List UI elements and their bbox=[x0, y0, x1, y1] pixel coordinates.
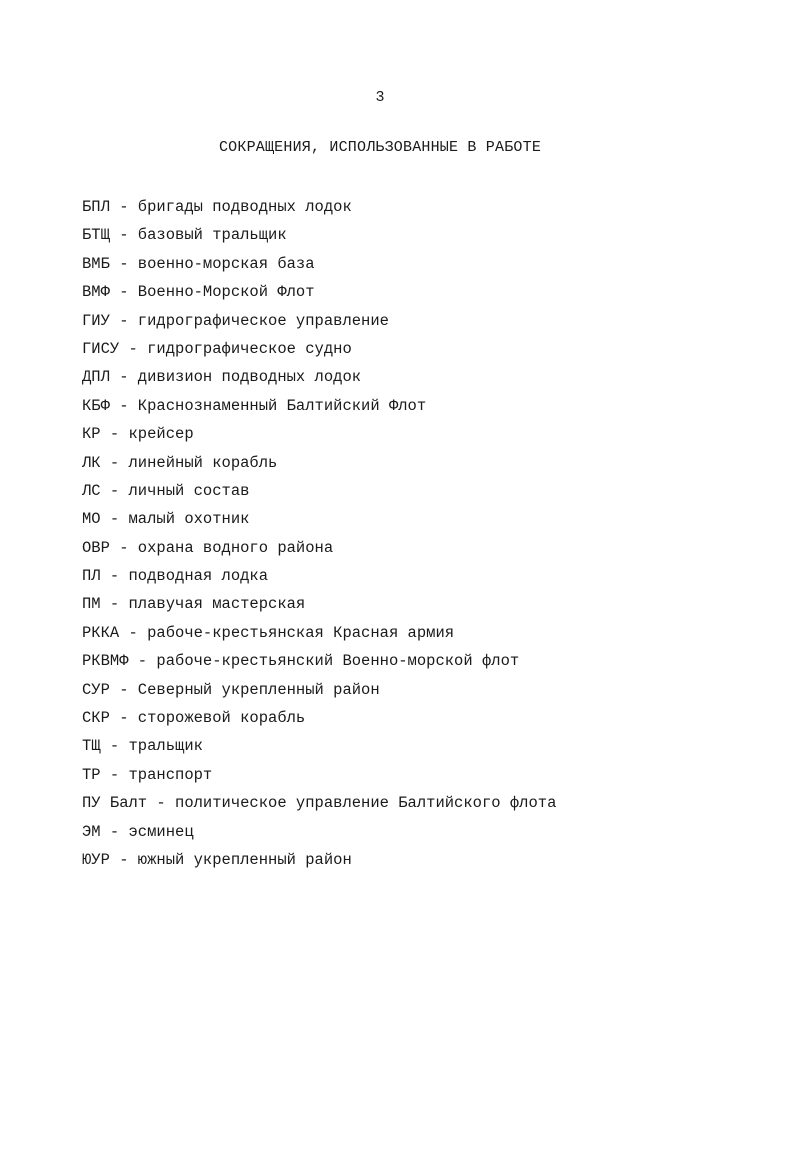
abbreviation-item: КР - крейсер bbox=[82, 425, 194, 444]
abbreviation-item: ПМ - плавучая мастерская bbox=[82, 595, 306, 614]
abbreviation-item: БПЛ - бригады подводных лодок bbox=[82, 198, 352, 216]
abbreviation-list bbox=[82, 196, 556, 877]
abbreviation-item: СКР - сторожевой корабль bbox=[82, 709, 306, 728]
abbreviation-item: МО - малый охотник bbox=[82, 510, 250, 529]
abbreviation-item: РКВМФ - рабоче-крестьянский Военно-морской флот bbox=[82, 652, 520, 671]
abbreviation-item: ЭМ - эсминец bbox=[82, 822, 194, 841]
abbreviation-item: КБФ - Краснознаменный Балтийский Флот bbox=[82, 396, 427, 415]
abbreviation-item: ПУ Балт - политическое управление Балтийского флота bbox=[82, 794, 557, 813]
abbreviation-item: ВМБ - военно-морская база bbox=[82, 254, 315, 273]
abbreviation-item: БТЩ - базовый тральщик bbox=[82, 226, 287, 245]
abbreviation-item: ГИУ - гидрографическое управление bbox=[82, 311, 389, 330]
page-title: СОКРАЩЕНИЯ, ИСПОЛЬЗОВАННЫЕ В РАБОТЕ bbox=[218, 139, 542, 156]
abbreviation-item: РККА - рабоче-крестьянская Красная армия bbox=[82, 623, 455, 642]
abbreviation-item: ЛС - личный состав bbox=[82, 481, 250, 500]
abbreviation-item: ЛК - линейный корабль bbox=[82, 453, 278, 472]
abbreviation-item: ЮУР - южный укрепленный район bbox=[82, 850, 352, 869]
abbreviation-item: ТЩ - тральщик bbox=[82, 737, 203, 756]
abbreviation-item: ТР - транспорт bbox=[82, 765, 213, 784]
page-number: 3 bbox=[375, 89, 385, 106]
abbreviation-item: ГИСУ - гидрографическое судно bbox=[82, 339, 352, 358]
abbreviation-item: СУР - Северный укрепленный район bbox=[82, 680, 380, 699]
abbreviation-item: ДПЛ - дивизион подводных лодок bbox=[82, 368, 362, 387]
abbreviation-item: ПЛ - подводная лодка bbox=[82, 567, 269, 586]
abbreviation-item: ВМФ - Военно-Морской Флот bbox=[82, 283, 315, 302]
abbreviation-item: ОВР - охрана водного района bbox=[82, 538, 334, 557]
